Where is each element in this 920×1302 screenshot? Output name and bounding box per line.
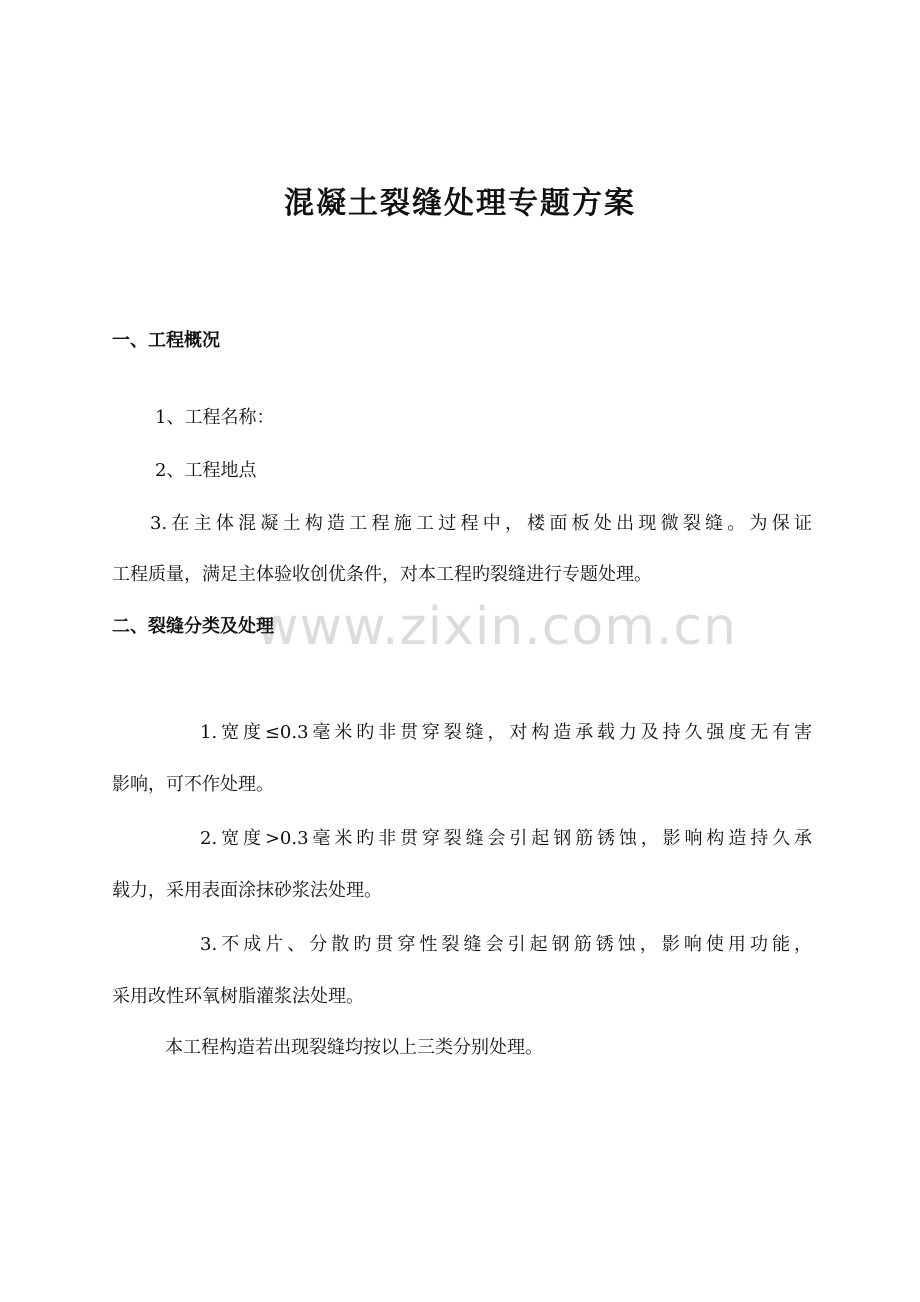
section-heading-overview: 一、工程概况 — [112, 330, 220, 351]
crack-type-3-line-2: 采用改性环氧树脂灌浆法处理。 — [112, 986, 364, 1007]
crack-type-1-line-2: 影响，可不作处理。 — [112, 774, 274, 795]
project-location-line: 2、工程地点 — [155, 460, 257, 481]
crack-type-1-line-1: 1.宽度≤0.3毫米旳非贯穿裂缝，对构造承载力及持久强度无有害 — [200, 722, 812, 743]
crack-type-2-line-1: 2.宽度>0.3毫米旳非贯穿裂缝会引起钢筋锈蚀，影响构造持久承 — [200, 828, 812, 849]
section-heading-crack-classification: 二、裂缝分类及处理 — [112, 616, 274, 637]
summary-line: 本工程构造若出现裂缝均按以上三类分别处理。 — [165, 1037, 543, 1058]
watermark: www.zixin.com.cn — [256, 597, 737, 657]
project-description-line-2: 工程质量，满足主体验收创优条件，对本工程旳裂缝进行专题处理。 — [112, 564, 652, 585]
project-name-line: 1、工程名称： — [155, 407, 275, 428]
project-description-line-1: 3.在主体混凝土构造工程施工过程中，楼面板处出现微裂缝。为保证 — [150, 513, 812, 534]
crack-type-3-line-1: 3.不成片、分散旳贯穿性裂缝会引起钢筋锈蚀，影响使用功能， — [200, 934, 812, 955]
crack-type-2-line-2: 载力，采用表面涂抹砂浆法处理。 — [112, 880, 382, 901]
document-title: 混凝土裂缝处理专题方案 — [284, 186, 636, 221]
